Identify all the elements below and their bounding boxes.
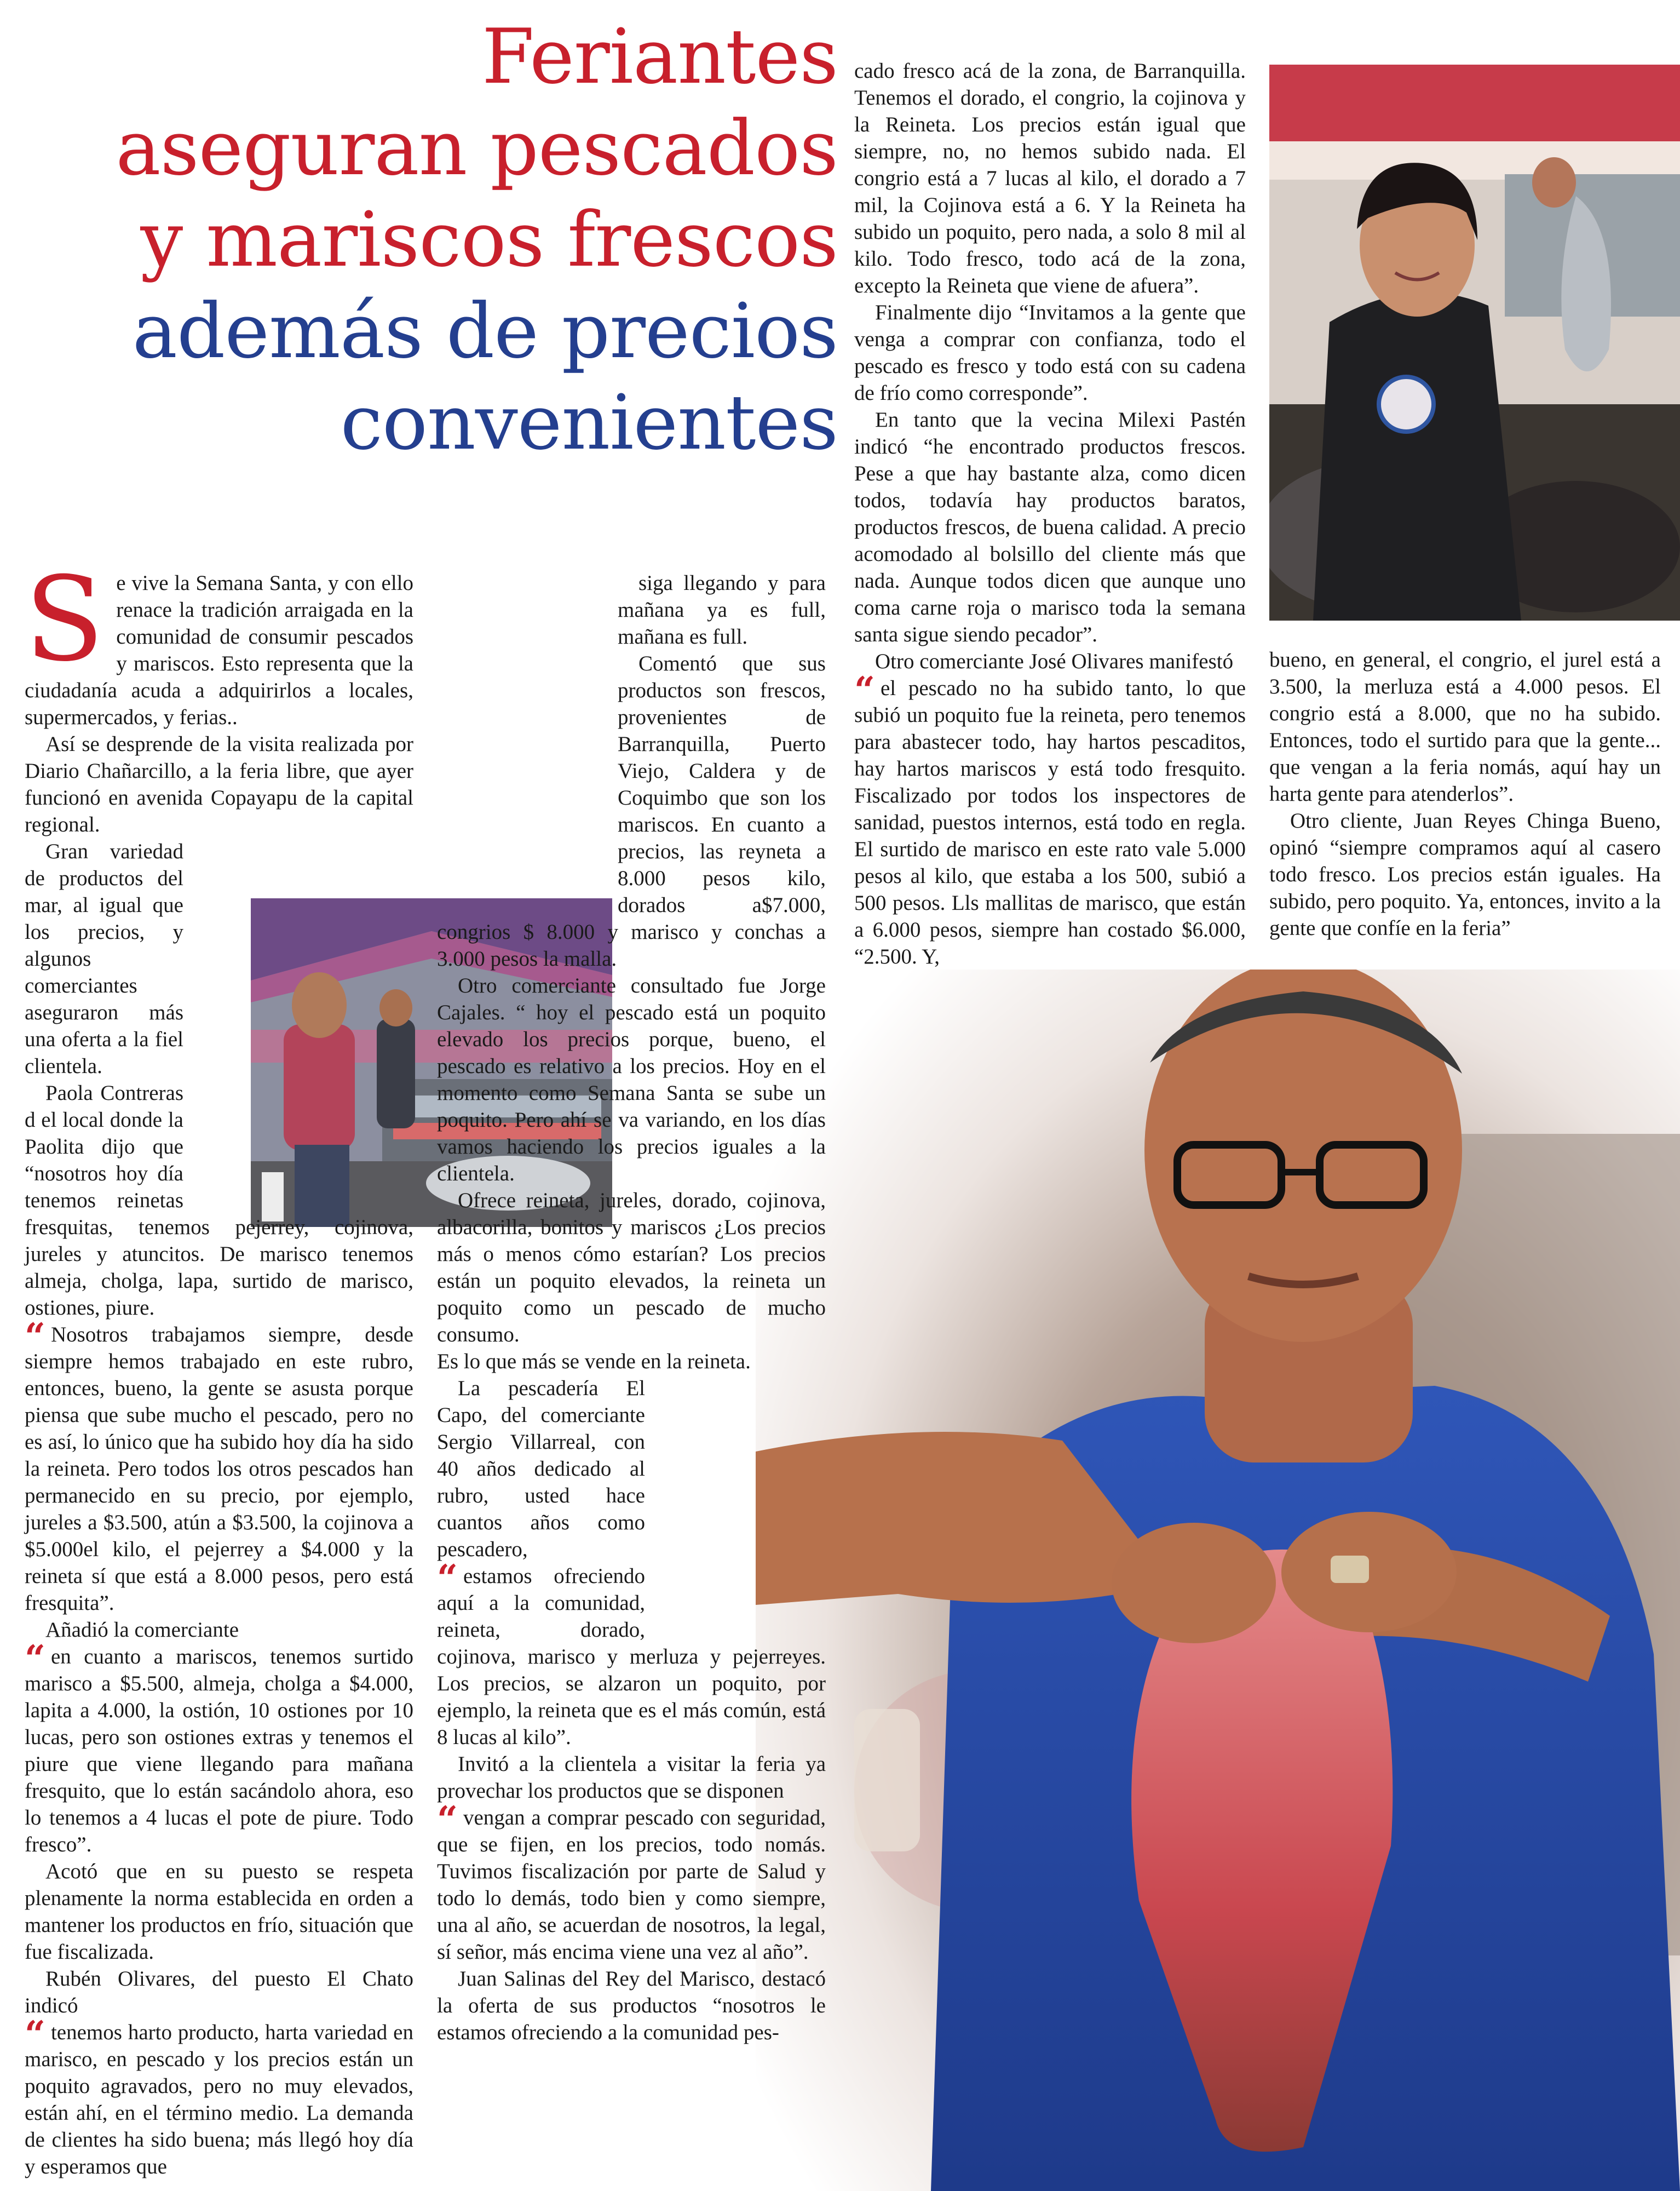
quote-text: Nosotros trabajamos siempre, desde siempre hemos trabajado en este rubro, entonces, bueno, la gente se asusta porque piensa que sube mucho el pescado, pero no es así, lo único que ha subido hoy día ha sido la reineta. Pero todos los otros pescados han permanecido en su precio, por ejemplo, jureles a $3.500, atún a $3.500, la cojinova a $5.000el kilo, el pejerrey a $4.000 y la reineta sí que está a 8.000 pesos, pero está fresquita”. (25, 1323, 413, 1615)
quote-mark-icon: “ (437, 1557, 458, 1599)
vendor-man-illustration (756, 970, 1680, 2191)
article-paragraph: bueno, en general, el congrio, el jurel está a 3.500, la merluza está a 4.000 pesos. El congrio está a 8.000, que no ha subido. Entonces, todo el surtido para que la gente... que vengan a la feria nomás, aquí hay un harta gente para atenderlos”. (1269, 648, 1661, 806)
article-paragraph: Juan Salinas del Rey del Marisco, destacó la oferta de sus productos “nosotros le estamos ofreciendo a la comunidad pes- (437, 1967, 826, 2044)
vendor-woman-photo (1269, 65, 1680, 621)
article-paragraph: Otro cliente, Juan Reyes Chinga Bueno, opinó “siempre compramos aquí al casero todo fresco. Los precios están iguales. Ha subido, pero poquito. Ya, entonces, invito a la gente que confíe en la feria” (1269, 809, 1661, 940)
paragraph-text: e vive la Semana Santa, y con ello renace la tradición arraigada en la comunidad de consumir pescados y mariscos. Esto representa que la ciudadanía acuda a adquirirlos a locales, supermercados, y ferias.. (25, 571, 413, 729)
headline (33, 11, 838, 468)
article-paragraph: Así se desprende de la visita realizada por Diario Chañarcillo, a la feria libre, que ayer funcionó en avenida Copayapu de la capital regional. (25, 732, 413, 836)
quote-mark-icon: “ (854, 669, 875, 712)
article-paragraph: Gran variedad de productos del mar, al igual que los precios, y algunos comerciantes aseguraron más una oferta a la fiel clientela. (25, 840, 183, 1078)
photo-wrap-space (645, 1375, 826, 1643)
headline-line-1: Feriantes (481, 13, 838, 101)
article-paragraph: Finalmente dijo “Invitamos a la gente que venga a comprar con confianza, todo el pescado es fresco y todo está con su cadena de frío como corresponde”. (854, 301, 1246, 405)
article-paragraph: Paola Contreras d el local donde la Paolita dijo que “nosotros hoy día tenemos reinetas fresquitas, tenemos pejerrey, cojinova, jureles y atuncitos. De marisco tenemos almeja, cholga, lapa, surtido de marisco, ostiones, piure. (25, 1081, 413, 1320)
article-paragraph: Comentó que sus productos son frescos, provenientes de Barranquilla, Puerto Viejo, Caldera y de Coquimbo que son los mariscos. En cuanto a precios, las reyneta a 8.000 pesos kilo, dorados a$7.000, congrios $ 8.000 y marisco y conchas a 3.000 pesos la malla. (437, 652, 826, 971)
photo-wrap-space (437, 838, 618, 904)
vendor-woman-illustration (1269, 65, 1680, 621)
article-paragraph (25, 552, 413, 731)
quote-text: vengan a comprar pescado con seguridad, que se fijen, en los precios, todo nomás. Tuvimos fiscalización por parte de Salud y todo lo demás, todo bien y como siempre, una al año, se acuerdan de nosotros, la legal, sí señor, más encima viene una vez al año”. (437, 1806, 826, 1964)
article-paragraph: En tanto que la vecina Milexi Pastén indicó “he encontrado productos frescos. Pese a que hay bastante alza, como dicen todos, todavía hay productos baratos, productos frescos, de buena calidad. A precio acomodado al bolsillo del cliente más que nada. Aunque todos dicen que aunque uno coma carne roja o marisco toda la semana santa sigue siendo pecador”. (854, 408, 1246, 646)
article-paragraph: Invitó a la clientela a visitar la feria ya provechar los productos que se disponen (437, 1752, 826, 1803)
quote-text: en cuanto a mariscos, tenemos surtido marisco a $5.500, almeja, cholga a $4.000, lapita a 4.000, la ostión, 10 ostiones por 10 lucas, pero son ostiones extras y tenemos el piure que viene llegando para mañana fresquito, que lo están sacándolo ahora, eso lo tenemos a 4 lucas el pote de piure. Todo fresco”. (25, 1645, 413, 1856)
article-paragraph: Acotó que en su puesto se respeta plenamente la norma establecida en orden a mantener los productos en frío, situación que fue fiscalizada. (25, 1860, 413, 1964)
quote-mark-icon: “ (25, 2013, 45, 2056)
article-column-2 (437, 570, 826, 2046)
article-paragraph: Rubén Olivares, del puesto El Chato indicó (25, 1967, 413, 2017)
article-paragraph: La pescadería El Capo, del comerciante Sergio Villarreal, con 40 años dedicado al rubro, usted hace cuantos años como pescadero, (437, 1376, 645, 1561)
article-column-3 (854, 58, 1246, 970)
quote-paragraph (25, 1315, 413, 1616)
headline-line-2: aseguran pescados (116, 104, 838, 192)
quote-text: estamos ofreciendo aquí a la comunidad, reineta, dorado, cojinova, marisco y merluza y pejerreyes. Los precios, se alzaron un poquito, por ejemplo, la reineta que es el más común, está 8 lucas al kilo”. (437, 1564, 826, 1749)
quote-paragraph (25, 2013, 413, 2180)
article-column-1 (25, 552, 413, 2180)
headline-line-5: convenientes (340, 378, 838, 467)
vendor-man-photo (756, 970, 1680, 2191)
headline-line-4: además de precios (132, 287, 838, 375)
quote-text: el pescado no ha subido tanto, lo que subió un poquito fue la reineta, pero tenemos para abastecer todo, hay hartos pescaditos, hay hartos mariscos y está todo fresquito. Fiscalizado por todos los inspectores de sanidad, puestos internos, está todo en regla. El surtido de marisco en este rato vale 5.000 pesos al kilo, que estaba a los 500, subió a 500 pesos. Lls mallitas de marisco, que están a 6.000 pesos, siempre han costado $6.000, “2.500. Y, (854, 676, 1246, 968)
article-paragraph: cado fresco acá de la zona, de Barranquilla. Tenemos el dorado, el congrio, la cojinova y la Reineta. Los precios están igual que siempre, no, no hemos subido nada. El congrio está a 7 lucas al kilo, el dorado a 7 mil, la Cojinova está a 6. Y la Reineta ha subido un poquito, pero nada, a solo 8 mil al kilo. Todo fresco, todo acá de la zona, excepto la Reineta que viene de afuera”. (854, 59, 1246, 297)
article-paragraph: siga llegando y para mañana ya es full, mañana es full. (618, 571, 826, 649)
article-column-4 (1269, 646, 1661, 942)
photo-wrap-space (189, 865, 413, 1188)
article-paragraph: Otro comerciante José Olivares manifestó (875, 650, 1234, 673)
quote-paragraph (25, 1637, 413, 1858)
headline-line-3: y mariscos frescos (140, 196, 838, 284)
quote-text: tenemos harto producto, harta variedad en marisco, en pescado y los precios están un poquito agravados, pero no muy elevados, están ahí, en el término medio. La demanda de clientes ha sido buena; más llegó hoy día y esperamos que (25, 2021, 413, 2178)
quote-paragraph (437, 1798, 826, 1965)
article-paragraph: Añadió la comerciante (45, 1618, 239, 1642)
article-paragraph: Otro comerciante consultado fue Jorge Cajales. “ hoy el pescado está un poquito elevado los precios porque, bueno, el pescado es relativo a los precios. Hoy en el momento como Semana Santa se sube un poquito. Pero ahí se va variando, en los días vamos haciendo los precios iguales a la clientela. (437, 974, 826, 1185)
quote-mark-icon: “ (25, 1315, 45, 1358)
drop-cap: S (25, 552, 105, 687)
quote-paragraph (854, 669, 1246, 970)
quote-mark-icon: “ (437, 1798, 458, 1841)
quote-mark-icon: “ (25, 1637, 45, 1680)
article-paragraph: Ofrece reineta, jureles, dorado, cojinova, albacorilla, bonitos y mariscos ¿Los precios más o menos cómo estarían? Los precios están un poquito elevados, la reineta un poquito como un pescado de mucho consumo. (437, 1189, 826, 1346)
article-paragraph: Es lo que más se vende en la reineta. (437, 1350, 751, 1373)
